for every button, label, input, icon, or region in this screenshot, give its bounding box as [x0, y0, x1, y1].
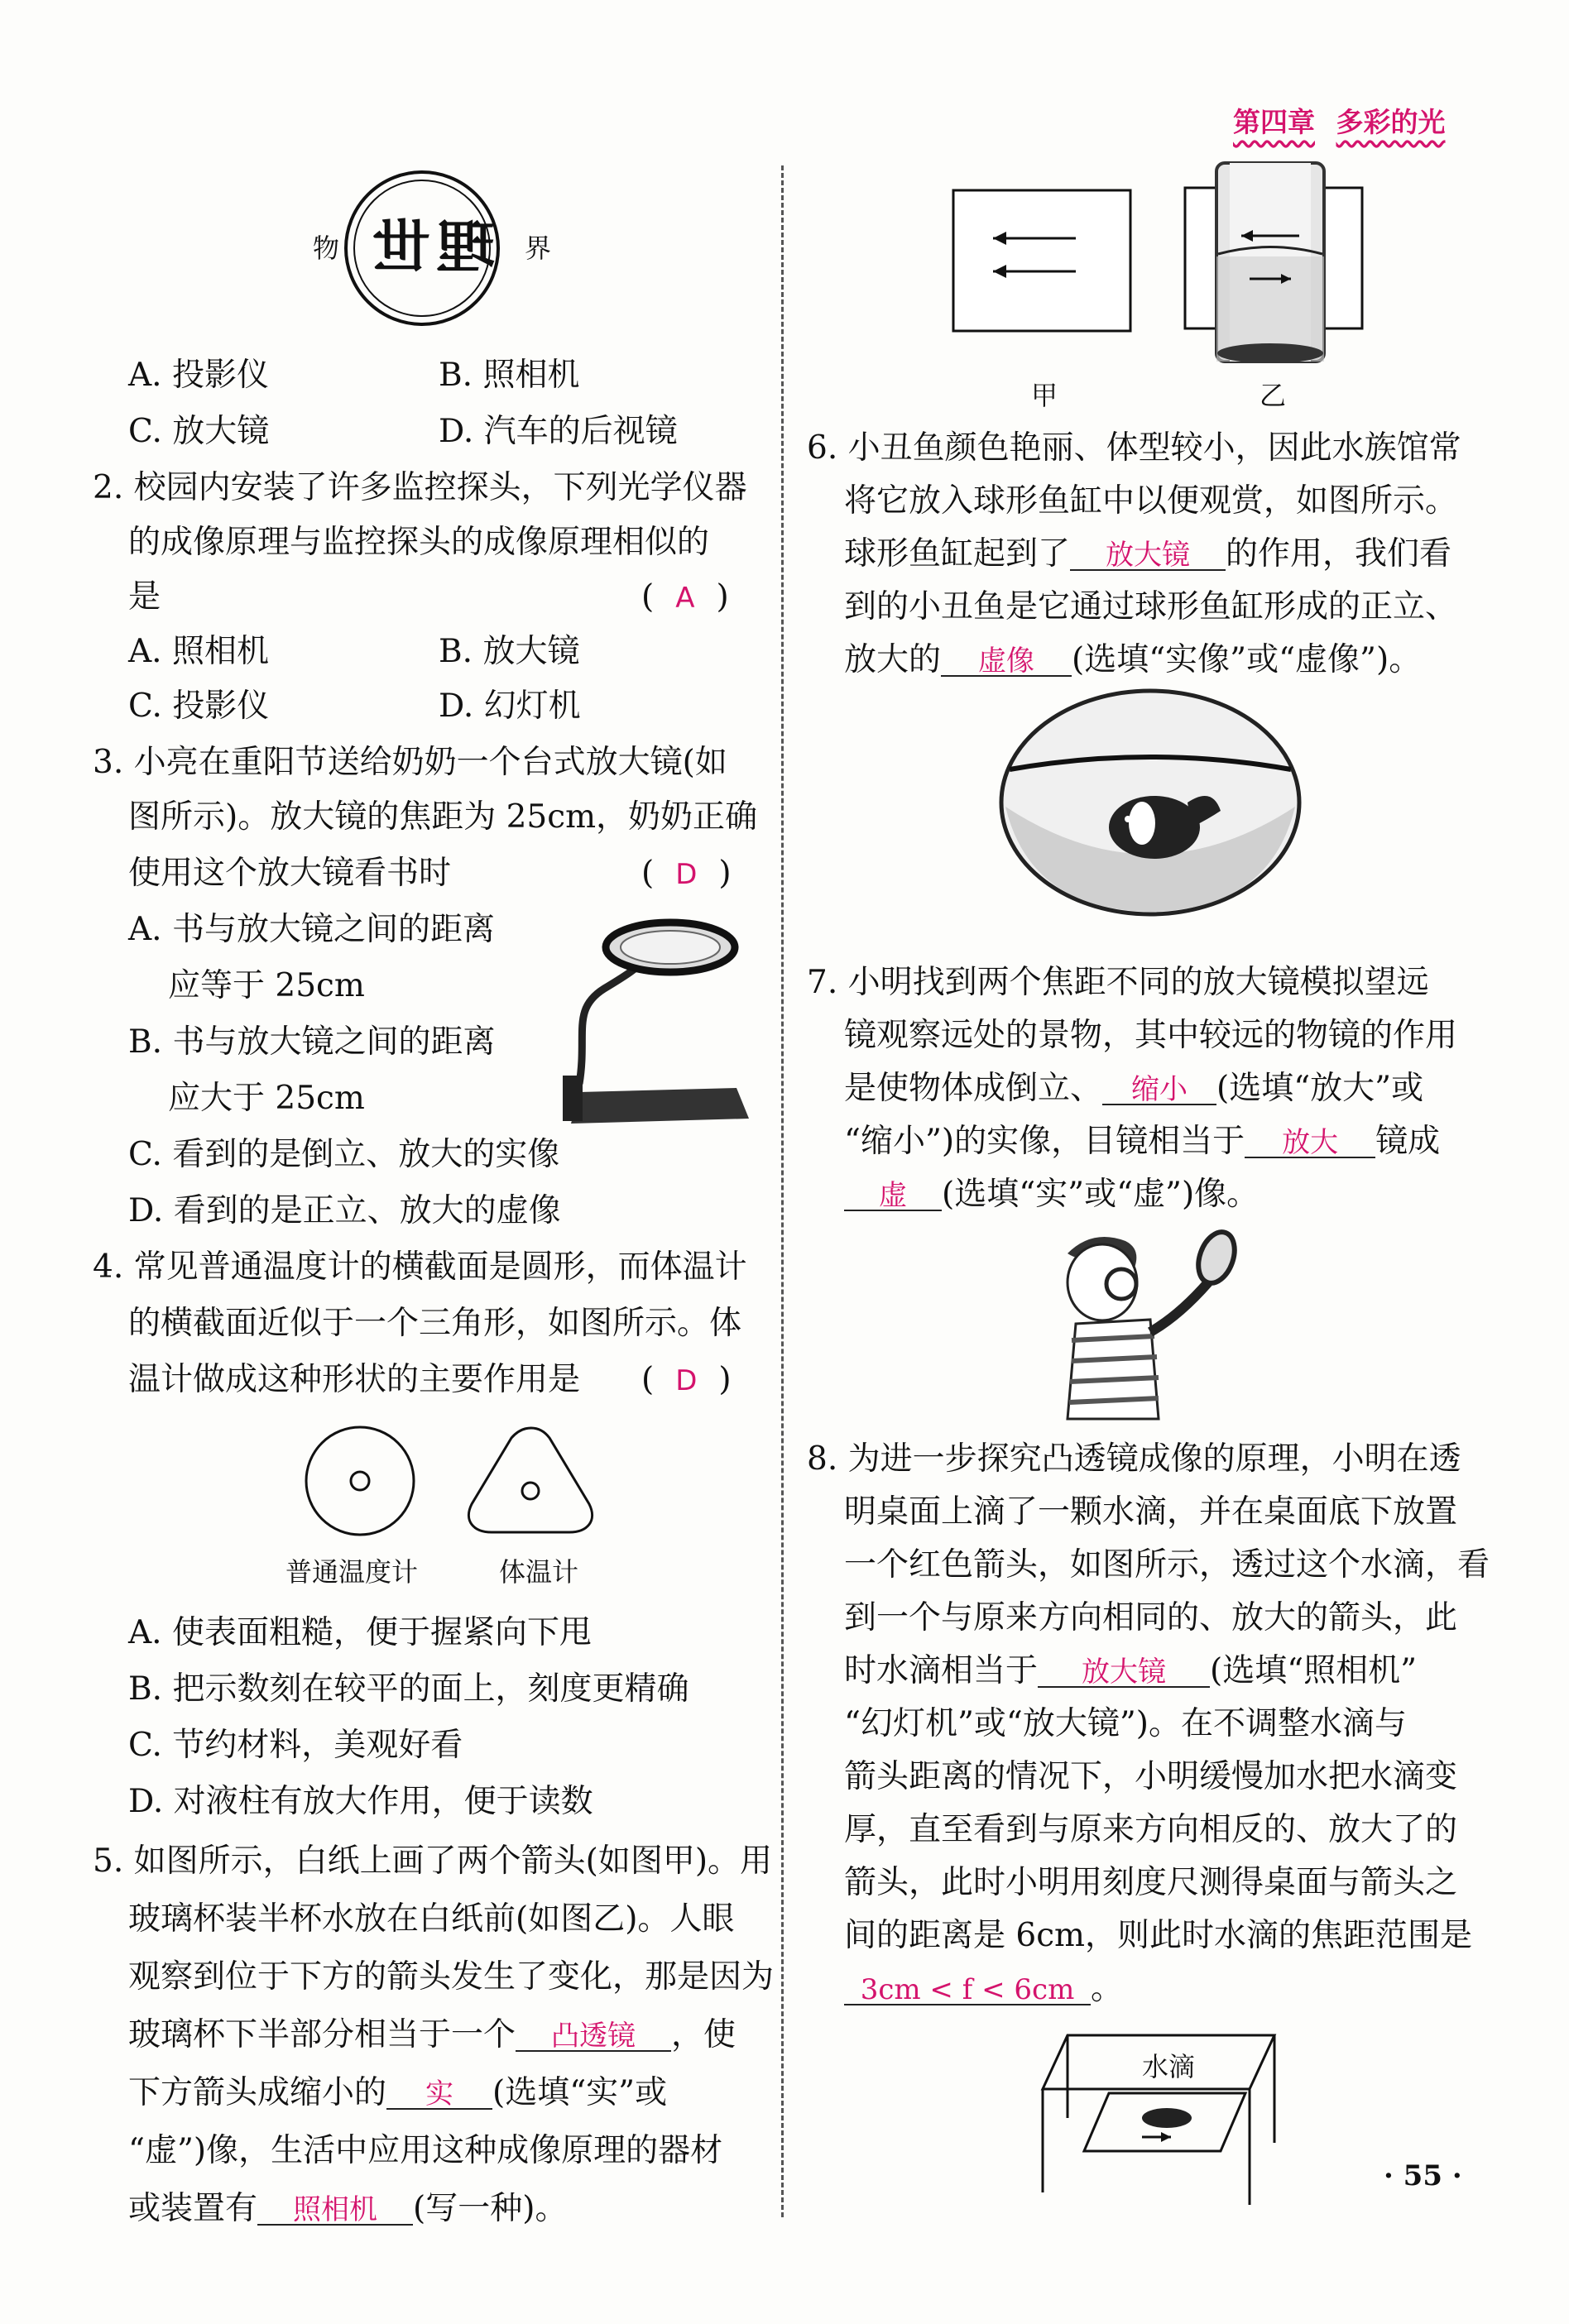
q5-line-7: 或装置有 照相机 (写一种)。: [128, 2190, 568, 2227]
q4-answer: ( D ): [641, 1361, 732, 1398]
page-number: · 55 ·: [1384, 2159, 1462, 2192]
q3-option-c: C. 看到的是倒立、放大的实像: [128, 1136, 560, 1173]
q8-line-2: 明桌面上滴了一颗水滴，并在桌面底下放置: [844, 1493, 1458, 1531]
q5-line-4: 玻璃杯下半部分相当于一个 凸透镜 ，使: [128, 2016, 737, 2053]
q8-blank-2: 3cm < f < 6cm: [844, 1976, 1091, 2005]
q5-figure-jia: [952, 189, 1134, 333]
boy-with-magnifiers-image: [1043, 1224, 1250, 1423]
q5-figure-yi: [1183, 161, 1365, 368]
q8-line-10: 间的距离是 6cm，则此时水滴的焦距范围是: [844, 1917, 1473, 1954]
q3-option-a-line2: 应等于 25cm: [168, 967, 365, 1004]
q3-option-b-line1: B. 书与放大镜之间的距离: [128, 1023, 496, 1061]
caption-jia: 甲: [1031, 380, 1058, 411]
q7-line-3: 是使物体成倒立、 缩小 (选填“放大”或: [844, 1070, 1424, 1107]
q7-blank-1: 缩小: [1102, 1076, 1216, 1105]
q3-answer: ( D ): [641, 855, 732, 892]
q5-blank-3: 照相机: [257, 2196, 413, 2226]
q3-line-3: 使用这个放大镜看书时: [128, 855, 452, 892]
chapter-number: 第四章: [1233, 106, 1315, 138]
q7-line-5: 虚 (选填“实”或“虚”)像。: [844, 1178, 1259, 1211]
q8-line-3: 一个红色箭头，如图所示，透过这个水滴，看: [844, 1546, 1490, 1584]
q3-line-1: 3. 小亮在重阳节送给奶奶一个台式放大镜(如: [93, 744, 727, 781]
q2-line-3: 是: [128, 578, 161, 616]
q4-option-b: B. 把示数刻在较平的面上，刻度更精确: [128, 1670, 689, 1708]
q8-line-5: 时水滴相当于 放大镜 (选填“照相机”: [844, 1652, 1418, 1689]
q8-blank-1: 放大镜: [1038, 1658, 1210, 1688]
q6-line-4: 到的小丑鱼是它通过球形鱼缸形成的正立、: [844, 588, 1458, 625]
caption-body-thermometer: 体温计: [499, 1556, 579, 1588]
q1-option-a: A. 投影仪: [128, 357, 269, 394]
q8-line-6: “幻灯机”或“放大镜”)。在不调整水滴与: [844, 1705, 1407, 1742]
q8-line-1: 8. 为进一步探究凸透镜成像的原理，小明在透: [807, 1440, 1461, 1478]
q6-line-3: 球形鱼缸起到了 放大镜 的作用，我们看: [844, 535, 1452, 573]
q4-line-2: 的横截面近似于一个三角形，如图所示。体: [128, 1305, 742, 1342]
q5-line-5: 下方箭头成缩小的 实 (选填“实”或: [128, 2074, 668, 2111]
q2-option-a: A. 照相机: [128, 633, 269, 670]
q1-right-char: 界: [525, 232, 552, 264]
water-drop-label: 水滴: [1142, 2051, 1196, 2082]
q2-option-b: B. 放大镜: [439, 633, 580, 670]
q2-answer: ( A ): [641, 578, 729, 616]
q7-blank-2: 放大: [1245, 1128, 1375, 1158]
fishbowl-image: [997, 687, 1303, 918]
thermometer-cross-sections: [298, 1423, 612, 1539]
q5-line-2: 玻璃杯装半杯水放在白纸前(如图乙)。人眼: [128, 1900, 735, 1938]
q1-option-b: B. 照相机: [439, 357, 580, 394]
q1-left-char: 物: [313, 232, 340, 264]
q7-line-4: “缩小”)的实像，目镜相当于 放大 镜成: [844, 1123, 1441, 1160]
q4-option-c: C. 节约材料，美观好看: [128, 1727, 463, 1764]
q7-line-1: 7. 小明找到两个焦距不同的放大镜模拟望远: [807, 964, 1429, 1001]
q3-option-d: D. 看到的是正立、放大的虚像: [128, 1192, 561, 1229]
column-divider: [781, 165, 784, 2217]
q3-option-b-line2: 应大于 25cm: [168, 1080, 365, 1117]
q8-line-4: 到一个与原来方向相同的、放大的箭头，此: [844, 1599, 1458, 1636]
q2-option-d: D. 幻灯机: [439, 688, 581, 725]
q4-line-3: 温计做成这种形状的主要作用是: [128, 1361, 581, 1398]
q6-line-2: 将它放入球形鱼缸中以便观赏，如图所示。: [844, 482, 1458, 520]
q8-line-8: 厚，直至看到与原来方向相反的、放大了的: [844, 1811, 1458, 1848]
q6-blank-2: 虚像: [941, 647, 1072, 677]
q5-line-3: 观察到位于下方的箭头发生了变化，那是因为: [128, 1958, 775, 1996]
q4-line-1: 4. 常见普通温度计的横截面是圆形，而体温计: [93, 1248, 747, 1286]
q8-line-11: 3cm < f < 6cm 。: [844, 1972, 1123, 2005]
q2-option-c: C. 投影仪: [128, 688, 270, 725]
q8-line-9: 箭头，此时小明用刻度尺测得桌面与箭头之: [844, 1864, 1458, 1901]
q5-line-1: 5. 如图所示，白纸上画了两个箭头(如图甲)。用: [93, 1842, 773, 1880]
q1-center-text: 理世: [366, 213, 495, 281]
q8-line-7: 箭头距离的情况下，小明缓慢加水把水滴变: [844, 1758, 1458, 1795]
q2-line-1: 2. 校园内安装了许多监控探头，下列光学仪器: [93, 469, 747, 506]
q7-line-2: 镜观察远处的景物，其中较远的物镜的作用: [844, 1017, 1458, 1054]
q4-option-d: D. 对液柱有放大作用，便于读数: [128, 1783, 593, 1820]
caption-yi: 乙: [1260, 380, 1287, 411]
q1-figure: [313, 165, 552, 331]
q6-blank-1: 放大镜: [1070, 541, 1226, 571]
chapter-header: [1233, 101, 1446, 140]
q6-line-1: 6. 小丑鱼颜色艳丽、体型较小，因此水族馆常: [807, 429, 1461, 467]
q5-blank-2: 实: [386, 2080, 492, 2110]
desk-magnifier-image: [546, 910, 753, 1133]
q7-blank-3: 虚: [844, 1181, 942, 1211]
q5-blank-1: 凸透镜: [516, 2022, 671, 2052]
chapter-title: 多彩的光: [1336, 106, 1446, 138]
q1-option-c: C. 放大镜: [128, 413, 270, 450]
caption-normal-thermometer: 普通温度计: [285, 1556, 419, 1588]
q1-option-d: D. 汽车的后视镜: [439, 413, 678, 450]
q5-line-6: “虚”)像，生活中应用这种成像原理的器材: [128, 2132, 723, 2169]
q3-line-2: 图所示)。放大镜的焦距为 25cm，奶奶正确: [128, 798, 758, 836]
q3-option-a-line1: A. 书与放大镜之间的距离: [128, 911, 495, 948]
q6-line-5: 放大的 虚像 (选填“实像”或“虚像”)。: [844, 641, 1422, 678]
q2-line-2: 的成像原理与监控探头的成像原理相似的: [128, 524, 710, 561]
q4-option-a: A. 使表面粗糙，便于握紧向下甩: [128, 1614, 592, 1651]
water-drop-table-figure: [1026, 2019, 1291, 2209]
